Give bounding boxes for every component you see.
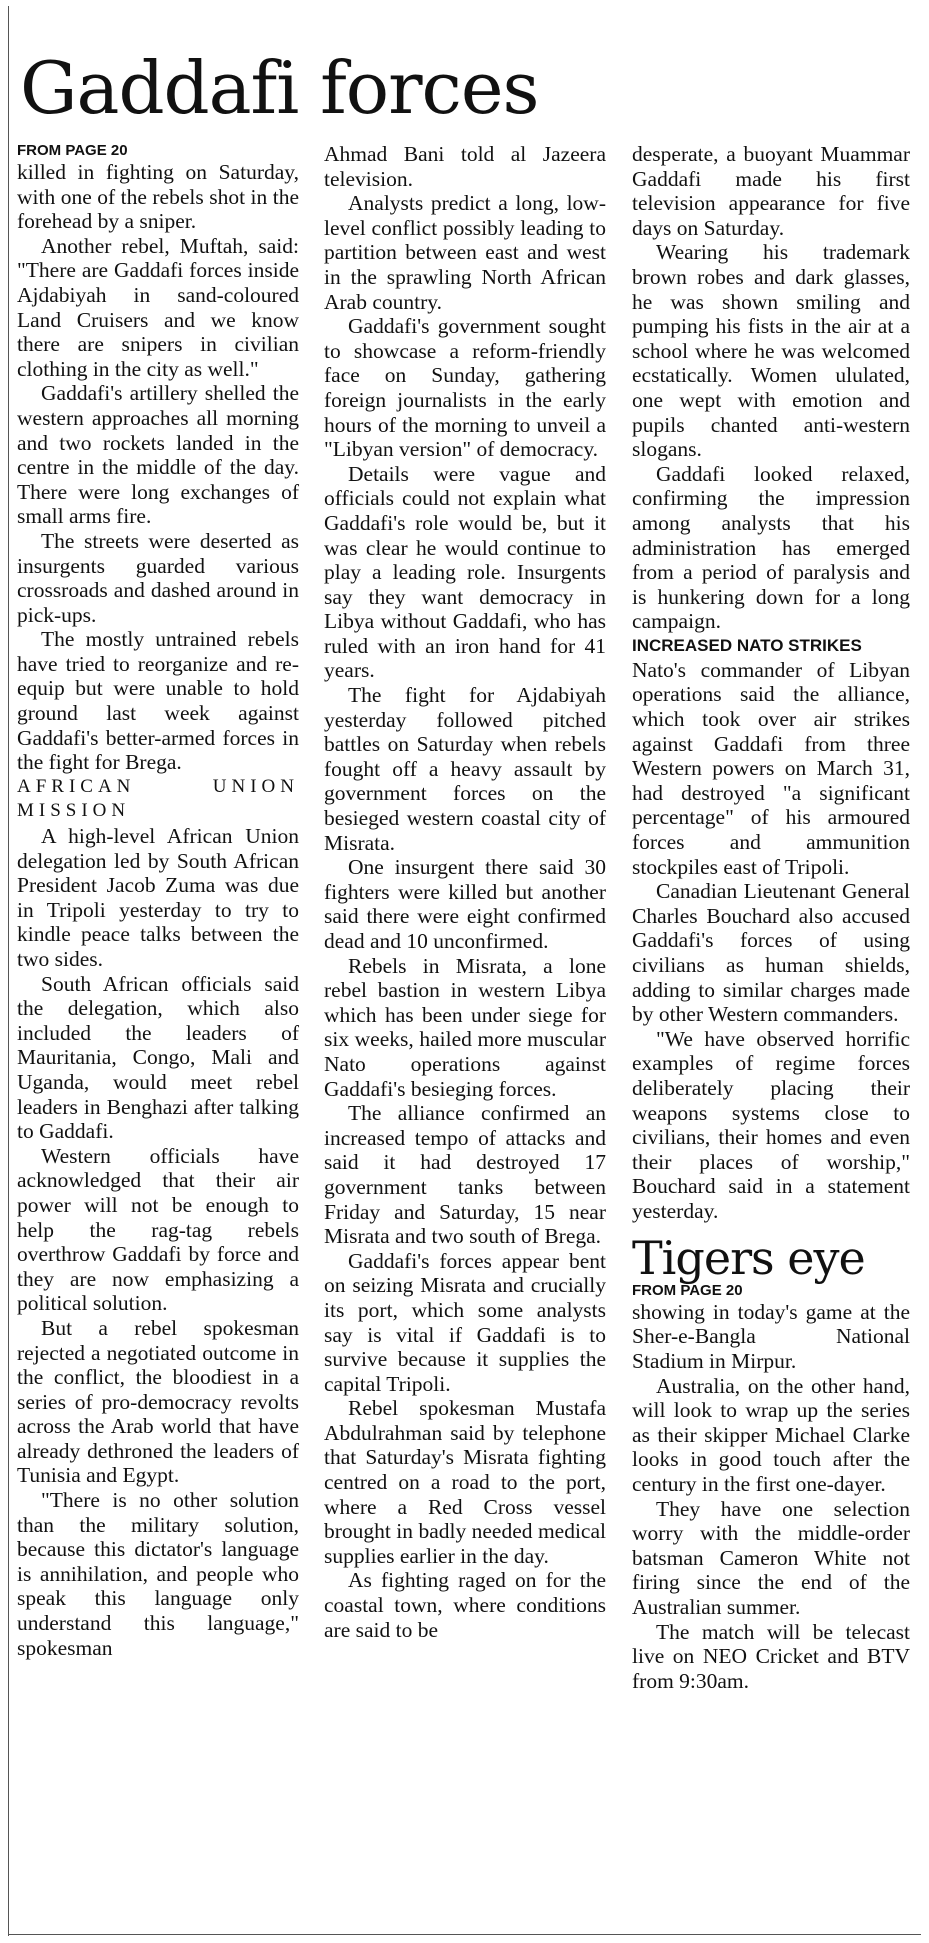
article-column-1 (17, 142, 299, 1660)
paragraph: showing in today's game at the Sher-e-Bangla National Stadium in Mirpur. (632, 1299, 910, 1374)
paragraph: killed in fighting on Saturday, with one of the rebels shot in the forehead by a sniper. (17, 160, 299, 234)
paragraph: Gaddafi's government sought to showcase a reform-friendly face on Sunday, gathering foreign journalists in the early hours of the morning to unveil a "Libyan version" of democracy. (324, 314, 606, 462)
left-border-rule (8, 6, 9, 1936)
paragraph: As fighting raged on for the coastal town, where conditions are said to be (324, 1568, 606, 1642)
paragraph: One insurgent there said 30 fighters were killed but another said there were eight confirmed dead and 10 unconfirmed. (324, 855, 606, 953)
second-story-title: Tigers eye (632, 1230, 865, 1285)
article-column-2 (324, 142, 606, 1642)
paragraph: Rebel spokesman Mustafa Abdulrahman said by telephone that Saturday's Misrata fighting centred on a road to the port, where a Red Cross vessel brought in badly needed medical supplies earlier in the day. (324, 1396, 606, 1568)
paragraph: A high-level African Union delegation led by South African President Jacob Zuma was due in Tripoli yesterday to try to kindle peace talks between the two sides. (17, 824, 299, 971)
continuation-kicker: FROM PAGE 20 (17, 142, 128, 159)
paragraph: South African officials said the delegation, which also included the leaders of Mauritania, Congo, Mali and Uganda, would meet rebel leaders in Benghazi after talking to Gaddafi. (17, 971, 299, 1144)
paragraph: The fight for Ajdabiyah yesterday followed pitched battles on Saturday when rebels fought off a heavy assault by government forces on the besieged western coastal city of Misrata. (324, 683, 606, 855)
paragraph: The mostly untrained rebels have tried to reorganize and re-equip but were unable to hold ground last week against Gaddafi's better-armed forces in the fight for Brega. (17, 627, 299, 775)
paragraph: Gaddafi's forces appear bent on seizing Misrata and crucially its port, which some analysts say is vital if Gaddafi is to survive because it supplies the capital Tripoli. (324, 1248, 606, 1396)
paragraph: desperate, a buoyant Muammar Gaddafi made his first television appearance for five days on Saturday. (632, 142, 910, 240)
paragraph: The alliance confirmed an increased tempo of attacks and said it had destroyed 17 government tanks between Friday and Saturday, 15 near Misrata and two south of Brega. (324, 1101, 606, 1249)
paragraph: Details were vague and officials could not explain what Gaddafi's role would be, but it was clear he would continue to play a leading role. Insurgents say they want democracy in Libya without Gaddafi, who has ruled with an iron hand for 41 years. (324, 461, 606, 683)
bottom-border-rule (8, 1934, 921, 1935)
paragraph: They have one selection worry with the middle-order batsman Cameron White not firing since the end of the Australian summer. (632, 1496, 910, 1619)
paragraph: Canadian Lieutenant General Charles Bouchard also accused Gaddafi's forces of using civilians as human shields, adding to similar charges made by other Western commanders. (632, 879, 910, 1027)
subheading-nato-strikes: INCREASED NATO STRIKES (632, 635, 862, 655)
paragraph: Wearing his trademark brown robes and dark glasses, he was shown smiling and pumping his fists in the air at a school where he was welcomed ecstatically. Women ululated, one wept with emotion and pupils chanted anti-western slogans. (632, 240, 910, 462)
paragraph: Another rebel, Muftah, said: "There are Gaddafi forces inside Ajdabiyah in sand-coloured Land Cruisers and we know there are snipers in civilian clothing in the city as well." (17, 233, 299, 381)
paragraph: Gaddafi's artillery shelled the western approaches all morning and two rockets landed in the centre in the middle of the day. There were long exchanges of small arms fire. (17, 381, 299, 529)
paragraph: "There is no other solution than the military solution, because this dictator's language is annihilation, and people who speak this language only understand this language," spokesman (17, 1488, 299, 1660)
subheading-african-union: AFRICAN UNION MISSION (17, 775, 299, 822)
paragraph: Gaddafi looked relaxed, confirming the impression among analysts that his administration has emerged from a period of paralysis and is hunkering down for a long campaign. (632, 461, 910, 634)
paragraph: Western officials have acknowledged that their air power will not be enough to help the rag-tag rebels overthrow Gaddafi by force and they are now emphasizing a political solution. (17, 1143, 299, 1316)
continuation-kicker: FROM PAGE 20 (632, 1281, 743, 1299)
paragraph: Nato's commander of Libyan operations said the alliance, which took over air strikes against Gaddafi from three Western powers on March 31, had destroyed "a significant percentage" of his armoured forces and ammunition stockpiles east of Tripoli. (632, 657, 910, 879)
paragraph: The match will be telecast live on NEO Cricket and BTV from 9:30am. (632, 1619, 910, 1693)
paragraph: The streets were deserted as insurgents guarded various crossroads and dashed around in pick-ups. (17, 528, 299, 627)
paragraph: Analysts predict a long, low-level conflict possibly leading to partition between east and west in the sprawling North African Arab country. (324, 191, 606, 314)
page-title: Gaddafi forces (20, 46, 539, 130)
paragraph: But a rebel spokesman rejected a negotiated outcome in the conflict, the bloodiest in a series of pro-democracy revolts across the Arab world that have already dethroned the leaders of Tunisia and Egypt. (17, 1315, 299, 1488)
paragraph: Ahmad Bani told al Jazeera television. (324, 142, 606, 191)
paragraph: Rebels in Misrata, a lone rebel bastion in western Libya which has been under siege for six weeks, hailed more muscular Nato operations against Gaddafi's besieging forces. (324, 953, 606, 1101)
article-column-3 (632, 142, 910, 1693)
paragraph: Australia, on the other hand, will look to wrap up the series as their skipper Michael Clarke looks in good touch after the century in the first one-dayer. (632, 1373, 910, 1496)
paragraph: "We have observed horrific examples of regime forces deliberately placing their weapons systems close to civilians, their homes and even their places of worship," Bouchard said in a statement yesterday. (632, 1026, 910, 1223)
